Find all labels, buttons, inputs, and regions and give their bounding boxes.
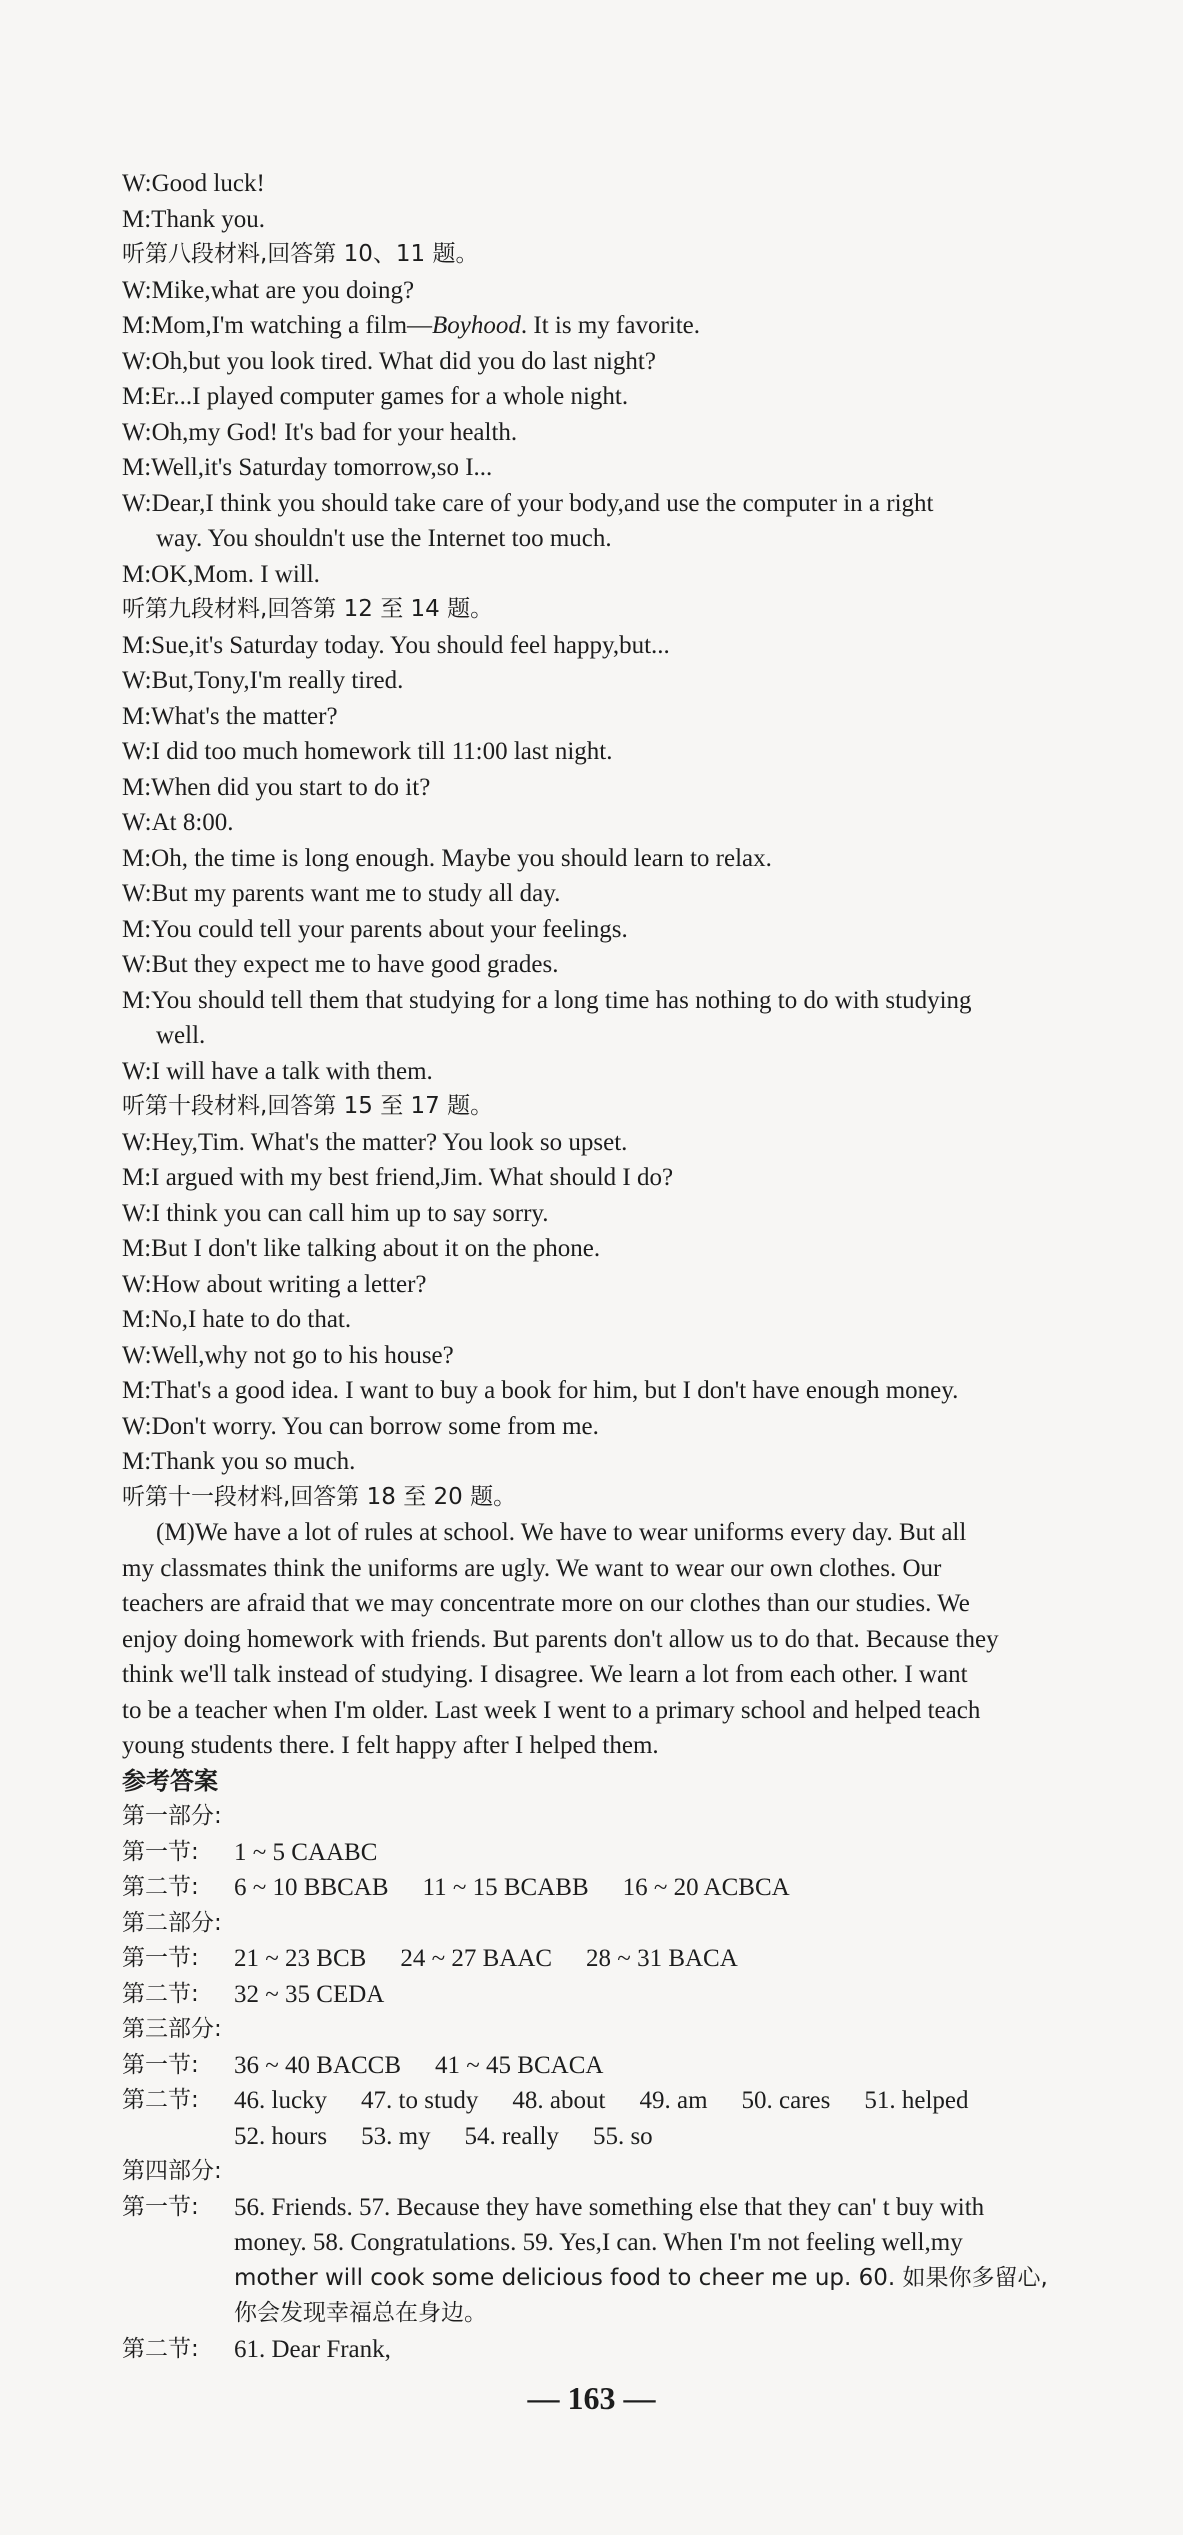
section-instruction: 听第九段材料,回答第 12 至 14 题。 [122,596,494,622]
answer-group: 32 ~ 35 CEDA [234,1980,385,2008]
answer-word: 52. hours [234,2122,328,2150]
answer-group: 6 ~ 10 BBCAB [234,1874,389,1901]
part-3-section-2-continued [234,2119,1112,2155]
answer-word: 49. am [639,2087,708,2114]
section-label: 第二节: [122,1980,199,2007]
answer-text: 61. Dear Frank, [234,2335,391,2363]
dialogue-line: W:I will have a talk with them. [122,1057,433,1085]
dialogue-line: M:Thank you. [122,205,266,233]
dialogue-line: W:Well,why not go to his house? [122,1341,454,1369]
dialogue-line: M:No,I hate to do that. [122,1306,352,1333]
part-2-section-2 [122,1977,1112,2013]
passage-line: young students there. I felt happy after I helped them. [122,1732,659,1759]
answer-word: 51. helped [864,2087,969,2114]
dialogue-line: M:That's a good idea. I want to buy a book for him, but I don't have enough money. [122,1377,959,1404]
part-1-title: 第一部分: [122,1803,222,1829]
part-1-section-2 [122,1870,1112,1906]
dialogue-line: W:Dear,I think you should take care of your body,and use the computer in a right [122,489,934,517]
dialogue-line: M:When did you start to do it? [122,773,431,801]
answer-text: 56. Friends. 57. Because they have something else that they can' t buy with [234,2193,985,2221]
answer-group: 11 ~ 15 BCABB [422,1874,589,1901]
passage-line: to be a teacher when I'm older. Last week I went to a primary school and helped teach [122,1696,981,1724]
dialogue-line: M:But I don't like talking about it on the phone. [122,1235,601,1262]
dialogue-line: way. You shouldn't use the Internet too much. [156,525,612,552]
answer-group: 24 ~ 27 BAAC [400,1945,553,1972]
part-4-title: 第四部分: [122,2158,222,2184]
passage-paragraph [122,1515,1112,1764]
answer-key [122,1764,1112,2368]
answer-word: 50. cares [741,2087,831,2114]
answer-word: 53. my [361,2122,431,2150]
answer-word: 47. to study [361,2087,479,2114]
section-instruction: 听第十段材料,回答第 15 至 17 题。 [122,1093,494,1119]
part-3-section-2 [122,2083,1112,2119]
passage-line: think we'll talk instead of studying. I disagree. We learn a lot from each other. I want [122,1661,968,1688]
dialogue-line: W:At 8:00. [122,809,234,836]
section-instruction: 听第十一段材料,回答第 18 至 20 题。 [122,1483,517,1510]
answer-group: 16 ~ 20 ACBCA [622,1874,790,1901]
page-number: — 163 — [527,2380,656,2416]
passage-line: enjoy doing homework with friends. But parents don't allow us to do that. Because they [122,1625,999,1653]
dialogue-line: W:I think you can call him up to say sorry. [122,1199,549,1227]
part-4-section-1 [122,2190,1112,2226]
passage-line: (M)We have a lot of rules at school. We have to wear uniforms every day. But all [156,1519,967,1546]
dialogue-line: W:Good luck! [122,170,265,197]
dialogue-line: M:You should tell them that studying for a long time has nothing to do with studying [122,986,972,1014]
part-4-section-2 [122,2332,1112,2368]
dialogue-line: M:Mom,I'm watching a film—Boyhood. It is my favorite. [122,312,701,339]
document-body [122,166,1112,2367]
answer-word: 46. lucky [234,2087,328,2114]
section-label: 第二节: [122,2087,199,2113]
dialogue-line: W:Hey,Tim. What's the matter? You look so upset. [122,1128,628,1156]
part-3-title: 第三部分: [122,2016,222,2042]
answer-key-heading: 参考答案 [122,1766,218,1795]
dialogue-line: M:Thank you so much. [122,1448,356,1475]
section-label: 第一节: [122,1838,199,1865]
dialogue-line: W:Mike,what are you doing? [122,276,415,304]
answer-text: 你会发现幸福总在身边。 [234,2300,487,2326]
dialogue-line: W:But they expect me to have good grades. [122,951,559,978]
dialogue-line: M:OK,Mom. I will. [122,560,320,588]
answer-word: 48. about [512,2087,606,2114]
passage-line: teachers are afraid that we may concentrate more on our clothes than our studies. We [122,1590,970,1617]
part-3-section-1 [122,2048,1112,2084]
dialogue-line: M:What's the matter? [122,702,338,730]
dialogue-line: M:Sue,it's Saturday today. You should feel happy,but... [122,631,670,659]
dialogue-line: W:I did too much homework till 11:00 last night. [122,738,613,765]
part-2-section-1 [122,1941,1112,1977]
dialogue-line: W:But my parents want me to study all day. [122,880,561,907]
dialogue-line: well. [156,1022,206,1049]
answer-word: 55. so [592,2122,653,2150]
section-instruction: 听第八段材料,回答第 10、11 题。 [122,241,479,267]
answer-text: mother will cook some delicious food to cheer me up. 60. 如果你多留心, [234,2264,1048,2291]
dialogue-line: M:Well,it's Saturday tomorrow,so I... [122,454,493,481]
dialogue-line: W:Oh,but you look tired. What did you do last night? [122,347,656,375]
part-1-section-1 [122,1835,1112,1871]
dialogue-line: M:I argued with my best friend,Jim. What should I do? [122,1164,674,1191]
part-2-title: 第二部分: [122,1909,222,1936]
answer-group: 36 ~ 40 BACCB [234,2051,402,2079]
answer-group: 28 ~ 31 BACA [586,1945,738,1972]
dialogue-line: W:How about writing a letter? [122,1270,427,1298]
answer-text: money. 58. Congratulations. 59. Yes,I can. When I'm not feeling well,my [234,2229,963,2256]
answer-group: 41 ~ 45 BCACA [435,2051,604,2079]
dialogue-line: M:Oh, the time is long enough. Maybe you should learn to relax. [122,844,772,872]
dialogue-line: W:Don't worry. You can borrow some from me. [122,1412,599,1440]
passage-line: my classmates think the uniforms are ugly. We want to wear our own clothes. Our [122,1554,942,1582]
dialogue-line: M:Er...I played computer games for a whole night. [122,383,629,410]
dialogue-line: W:Oh,my God! It's bad for your health. [122,418,518,446]
section-label: 第二节: [122,2335,199,2362]
answer-word: 54. really [464,2122,559,2150]
listening-transcript [122,166,1112,1515]
answer-group: 1 ~ 5 CAABC [234,1838,378,1866]
answer-group: 21 ~ 23 BCB [234,1945,367,1972]
section-label: 第一节: [122,2193,199,2220]
dialogue-line: W:But,Tony,I'm really tired. [122,667,404,694]
section-label: 第一节: [122,2051,199,2078]
dialogue-line: M:You could tell your parents about your feelings. [122,915,628,943]
section-label: 第一节: [122,1945,199,1971]
section-label: 第二节: [122,1874,199,1900]
